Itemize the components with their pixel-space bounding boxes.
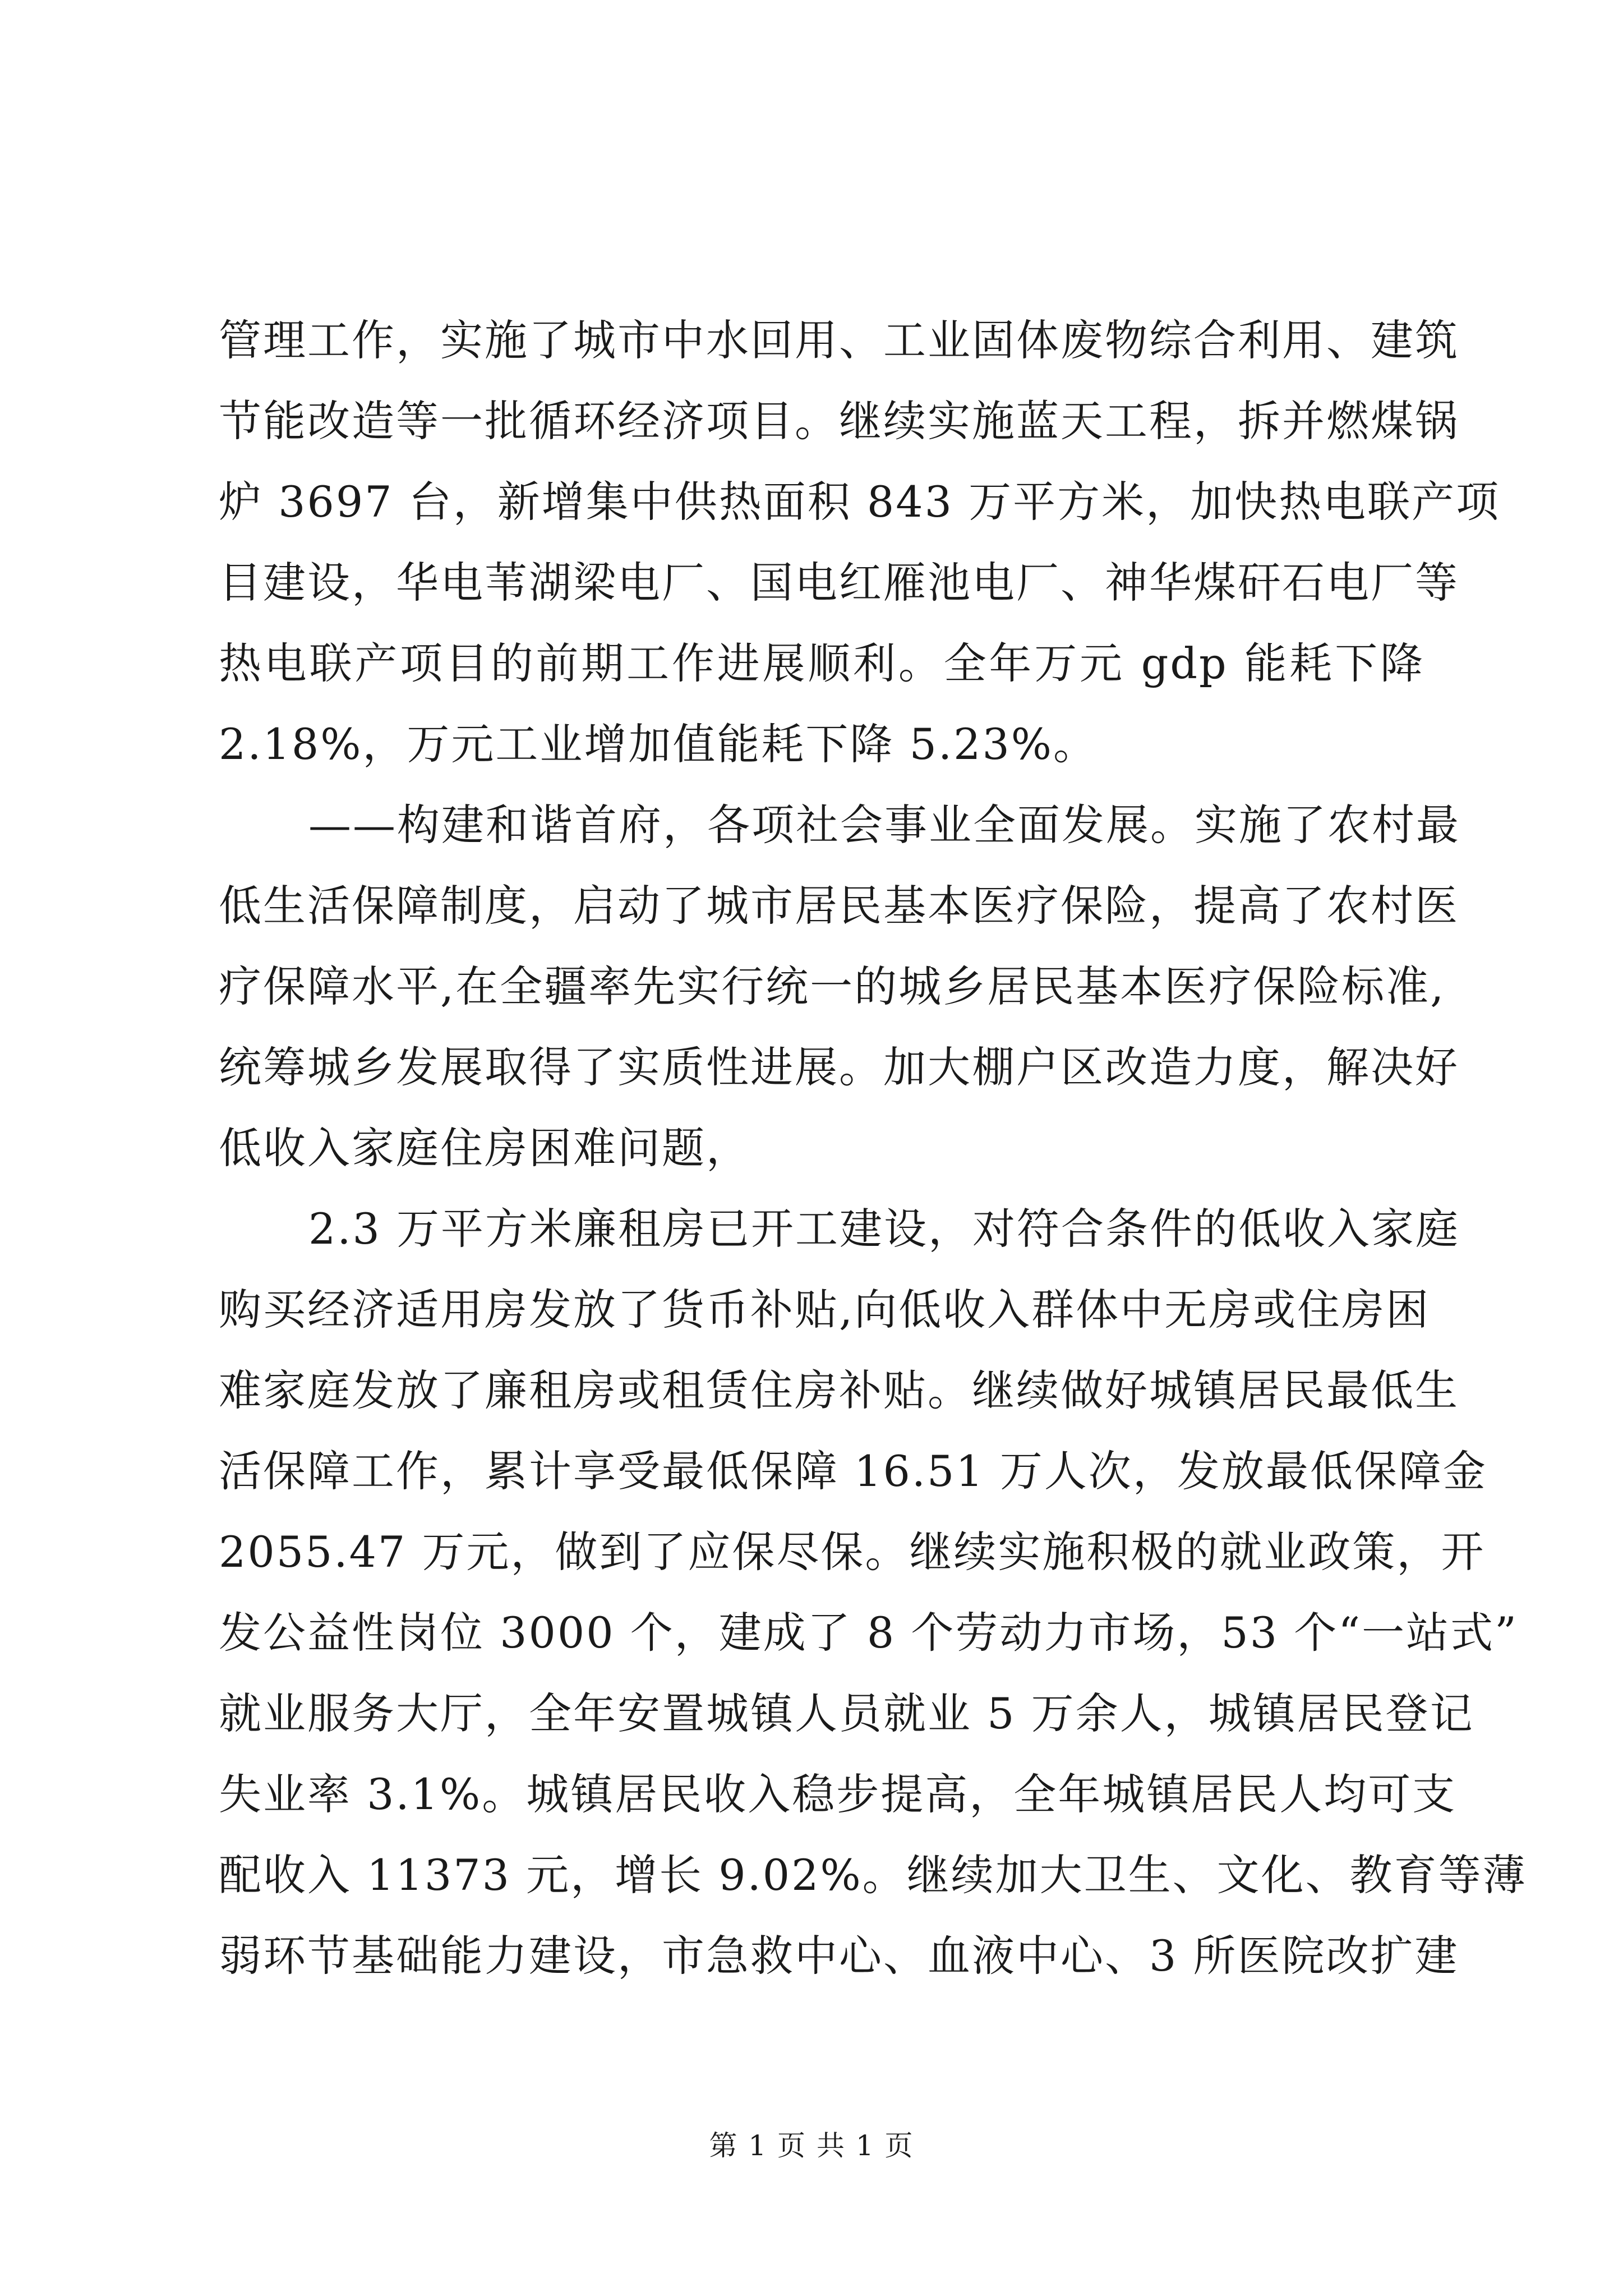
page-footer [0, 2123, 1623, 2164]
text-line: 购买经济适用房发放了货币补贴,向低收入群体中无房或住房困 [219, 1285, 1431, 1335]
text-line: 管理工作，实施了城市中水回用、工业固体废物综合利用、建筑 [219, 315, 1459, 365]
text-line: 热电联产项目的前期工作进展顺利。全年万元 gdp 能耗下降 [219, 638, 1424, 688]
text-line: 难家庭发放了廉租房或租赁住房补贴。继续做好城镇居民最低生 [219, 1365, 1459, 1415]
paragraph-start-line: 2.3 万平方米廉租房已开工建设，对符合条件的低收入家庭 [308, 1204, 1460, 1254]
text-line: 统筹城乡发展取得了实质性进展。加大棚户区改造力度，解决好 [219, 1042, 1459, 1092]
text-line: 就业服务大厅，全年安置城镇人员就业 5 万余人，城镇居民登记 [219, 1688, 1474, 1738]
text-line: 2.18%，万元工业增加值能耗下降 5.23%。 [219, 719, 1098, 769]
paragraph-start-line: ——构建和谐首府，各项社会事业全面发展。实施了农村最 [308, 800, 1460, 850]
text-line: 低生活保障制度，启动了城市居民基本医疗保险，提高了农村医 [219, 881, 1459, 931]
text-line: 弱环节基础能力建设，市急救中心、血液中心、3 所医院改扩建 [219, 1931, 1459, 1981]
text-line: 炉 3697 台，新增集中供热面积 843 万平方米，加快热电联产项 [219, 477, 1501, 527]
page-number-label: 第 1 页 共 1 页 [709, 2129, 914, 2162]
body-text [219, 300, 1527, 1996]
text-line: 2055.47 万元，做到了应保尽保。继续实施积极的就业政策，开 [219, 1527, 1486, 1577]
text-line: 发公益性岗位 3000 个，建成了 8 个劳动力市场，53 个“一站式” [219, 1608, 1518, 1658]
text-line: 节能改造等一批循环经济项目。继续实施蓝天工程，拆并燃煤锅 [219, 396, 1459, 446]
text-line: 低收入家庭住房困难问题， [219, 1123, 750, 1173]
text-line: 失业率 3.1%。城镇居民收入稳步提高，全年城镇居民人均可支 [219, 1769, 1457, 1819]
text-line: 目建设，华电苇湖梁电厂、国电红雁池电厂、神华煤矸石电厂等 [219, 558, 1459, 608]
text-line: 配收入 11373 元，增长 9.02%。继续加大卫生、文化、教育等薄 [219, 1850, 1527, 1900]
text-line: 疗保障水平,在全疆率先实行统一的城乡居民基本医疗保险标准, [219, 961, 1446, 1011]
text-line: 活保障工作，累计享受最低保障 16.51 万人次，发放最低保障金 [219, 1446, 1487, 1496]
